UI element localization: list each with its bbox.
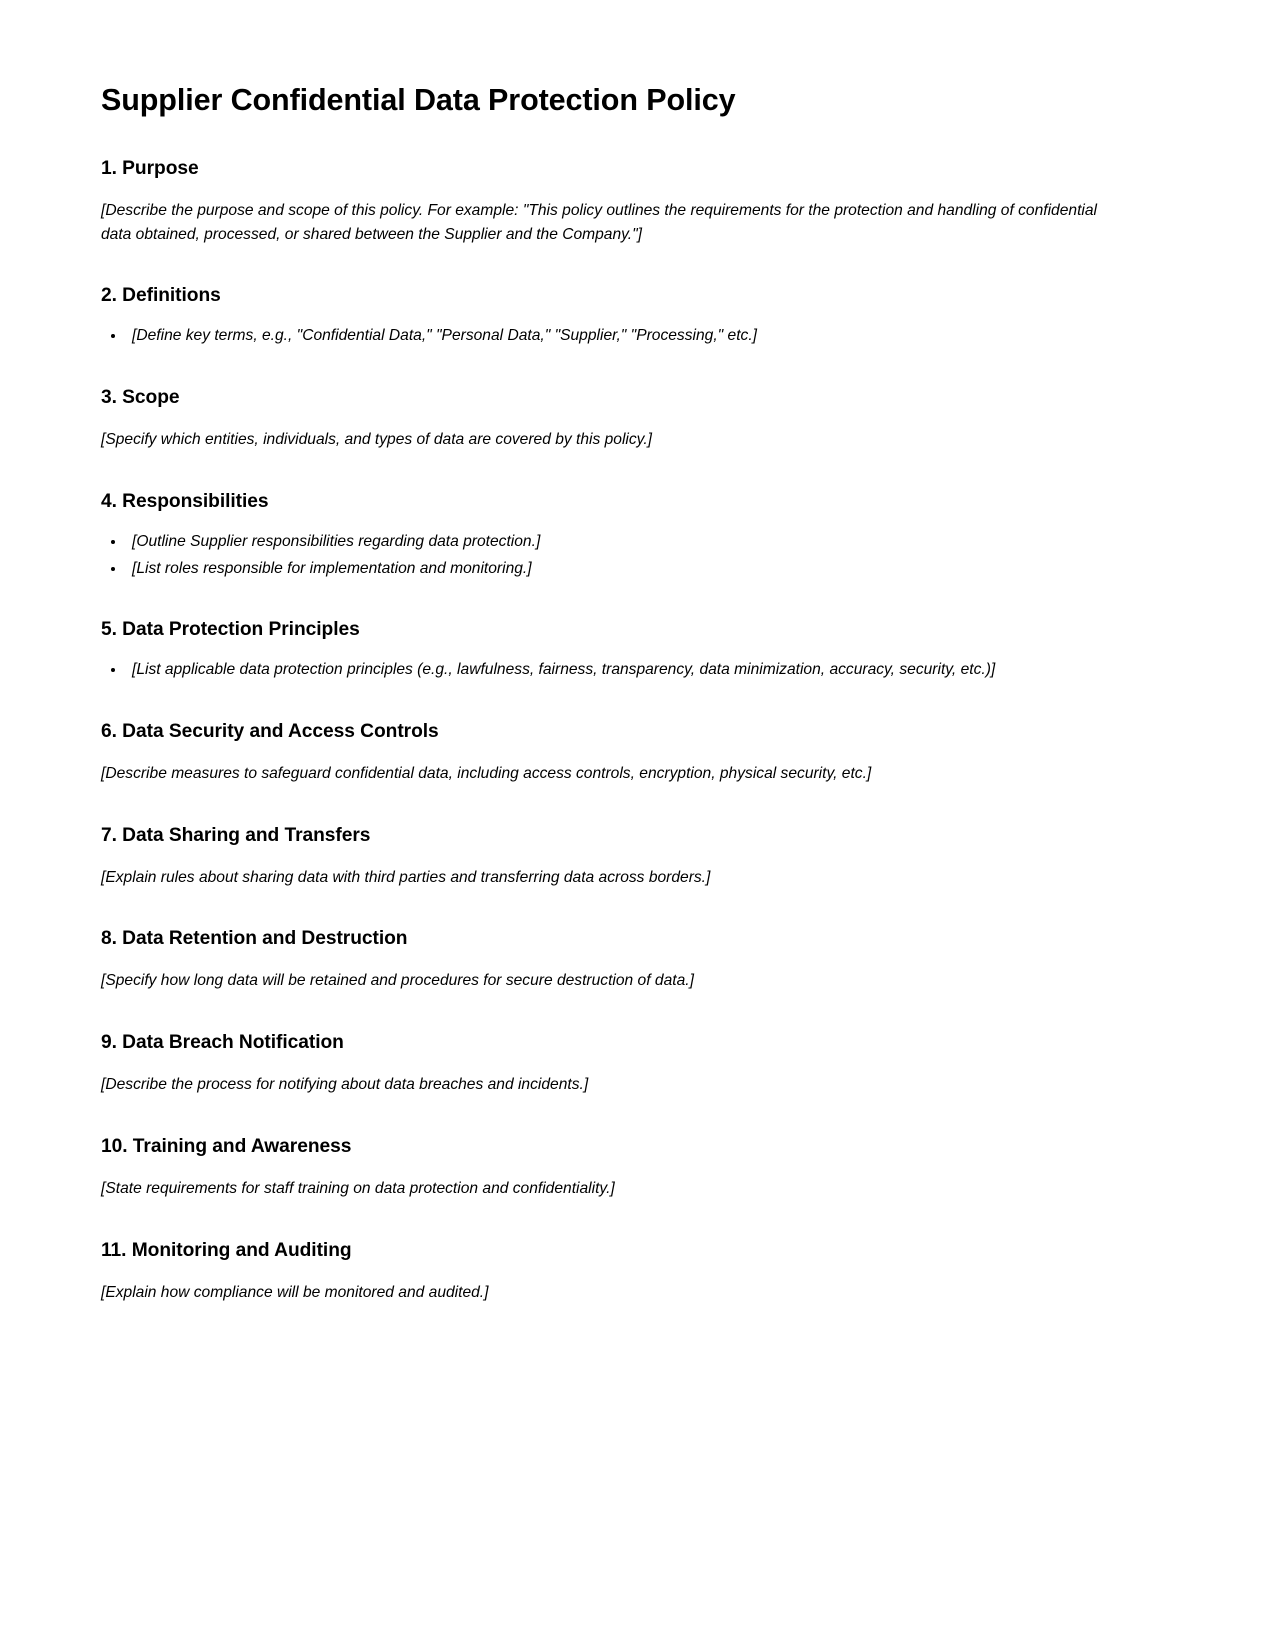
section-heading: 3. Scope [101, 387, 180, 409]
sections-container [101, 157, 1153, 1304]
section-bullet-list [101, 324, 1153, 348]
section-bullet-list [101, 658, 1153, 682]
section-heading: 10. Training and Awareness [101, 1135, 352, 1157]
section-heading: 6. Data Security and Access Controls [101, 720, 439, 742]
document-section [101, 618, 1153, 682]
section-heading: 5. Data Protection Principles [101, 619, 360, 641]
document-section [101, 386, 1153, 452]
section-heading: 7. Data Sharing and Transfers [101, 824, 371, 846]
document-section [101, 927, 1153, 993]
list-item: • [Outline Supplier responsibilities regarding data protection.] [126, 530, 1153, 554]
page-title: Supplier Confidential Data Protection Policy [101, 83, 736, 117]
document-section [101, 720, 1153, 786]
document-section [101, 490, 1153, 580]
section-paragraph: [Describe the purpose and scope of this policy. For example: "This policy outlines the requirements for the protection and handling of confidential data obtained, processed, or shared between the Supplier and the Company."] [101, 202, 1098, 243]
section-heading: 11. Monitoring and Auditing [101, 1239, 352, 1261]
section-heading: 9. Data Breach Notification [101, 1032, 344, 1054]
section-paragraph: [Specify which entities, individuals, and types of data are covered by this policy.] [101, 431, 652, 449]
document-section [101, 284, 1153, 348]
section-paragraph: [Specify how long data will be retained and procedures for secure destruction of data.] [101, 972, 694, 990]
section-paragraph: [Explain rules about sharing data with third parties and transferring data across borders.] [101, 868, 711, 886]
section-bullet-list [101, 530, 1153, 580]
document-section [101, 157, 1153, 246]
list-item: • [List roles responsible for implementation and monitoring.] [126, 557, 1153, 581]
document-section [101, 1239, 1153, 1305]
section-paragraph: [State requirements for staff training on data protection and confidentiality.] [101, 1179, 615, 1197]
section-paragraph: [Explain how compliance will be monitored and audited.] [101, 1283, 489, 1301]
section-heading: 4. Responsibilities [101, 490, 269, 512]
section-heading: 2. Definitions [101, 285, 221, 307]
section-paragraph: [Describe measures to safeguard confidential data, including access controls, encryption, physical security, etc.] [101, 764, 872, 782]
list-item: • [Define key terms, e.g., "Confidential Data," "Personal Data," "Supplier," "Processing," etc.] [126, 324, 1153, 348]
document-section [101, 1135, 1153, 1201]
section-heading: 1. Purpose [101, 157, 199, 179]
section-paragraph: [Describe the process for notifying about data breaches and incidents.] [101, 1076, 589, 1094]
section-heading: 8. Data Retention and Destruction [101, 928, 408, 950]
document-section [101, 1031, 1153, 1097]
document-section [101, 824, 1153, 890]
list-item: • [List applicable data protection principles (e.g., lawfulness, fairness, transparency, data minimization, accuracy, security, etc.)] [126, 658, 1153, 682]
